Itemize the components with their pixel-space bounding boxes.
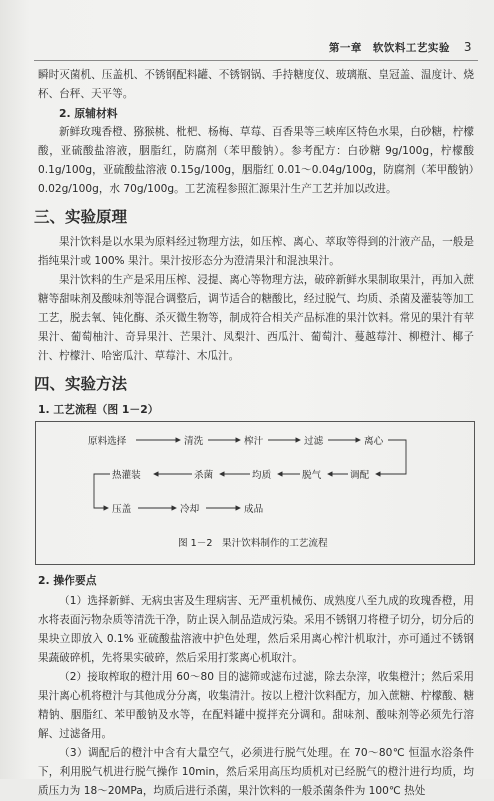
process-flowchart	[35, 421, 475, 565]
flow-node-degassing: 脱气	[302, 470, 322, 481]
running-header	[329, 40, 472, 55]
key-points-heading: 2. 操作要点	[38, 574, 97, 587]
flow-node-product: 成品	[244, 504, 264, 515]
flow-node-centrifuge: 离心	[364, 436, 384, 447]
flow-node-sterilization: 杀菌	[194, 470, 214, 481]
aux-materials-heading: 2. 原辅材料	[59, 107, 118, 120]
key-point-1: （1）选择新鲜、无病虫害及生理病害、无严重机械伤、成熟度八至九成的玫瑰香橙，用水将表面污物杂质等清洗干净，防止误入制品造成污染。采用不锈钢刀将橙子切分，切分后的果块立即放入 0.1% 亚硫酸盐溶液中护色处理，然后采用离心榨汁机取汁，亦可通过不锈钢果蔬破碎机，先将果实破碎，然后采用打浆离心机取汁。	[38, 595, 474, 664]
equipment-list-tail: 瞬时灭菌机、压盖机、不锈钢配料罐、不锈钢锅、手持糖度仪、玻璃瓶、皇冠盖、温度计、烧杯、台秤、天平等。	[38, 69, 474, 100]
principle-paragraph-2: 果汁饮料的生产是采用压榨、浸提、离心等物理方法，破碎新鲜水果制取果汁，再加入蔗糖等甜味剂及酸味剂等混合调整后，调节适合的糖酸比，经过脱气、均质、杀菌及灌装等加工工艺，脱去氧、钝化酶、杀灭微生物等，制成符合相关产品标准的果汁饮料。常见的果汁有苹果汁、葡萄柚汁、奇异果汁、芒果汁、凤梨汁、西瓜汁、葡萄汁、蔓越莓汁、柳橙汁、椰子汁、柠檬汁、哈密瓜汁、草莓汁、木瓜汁。	[38, 274, 474, 362]
header-rule	[34, 60, 478, 61]
method-heading: 四、实验方法	[34, 375, 128, 393]
flow-node-raw-selection: 原料选择	[88, 436, 127, 447]
flow-node-cooling: 冷却	[180, 504, 200, 515]
chapter-title: 第一章 软饮料工艺实验	[328, 42, 450, 54]
flow-node-blending: 调配	[350, 470, 370, 481]
principle-heading: 三、实验原理	[34, 208, 128, 226]
key-point-3: （3）调配后的橙汁中含有大量空气，必须进行脱气处理。在 70～80℃ 恒温水浴条件下，利用脱气机进行脱气操作 10min，然后采用高压均质机对已经脱气的橙汁进行均质，均质压力为 18～20MPa，均质后进行杀菌，果汁饮料的一般杀菌条件为 100℃ 热处	[38, 747, 474, 797]
flow-node-hot-filling: 热灌装	[112, 470, 141, 481]
page-body	[34, 66, 474, 801]
flowchart-caption: 图 1－2 果汁饮料制作的工艺流程	[178, 538, 328, 549]
flow-node-juicing: 榨汁	[244, 436, 264, 447]
principle-paragraph-1: 果汁饮料是以水果为原料经过物理方法，如压榨、离心、萃取等得到的汁液产品，一般是指纯果汁或 100% 果汁。果汁按形态分为澄清果汁和混浊果汁。	[38, 236, 474, 267]
flowchart-svg	[36, 422, 474, 564]
page-number: 3	[463, 40, 472, 54]
key-point-2: （2）接取榨取的橙汁用 60～80 目的滤筛或滤布过滤，除去杂滓，收集橙汁；然后采用果汁离心机将橙汁与其他成分分离，收集清汁。按以上橙汁饮料配方，加入蔗糖、柠檬酸、糖精钠、胭脂红、苯甲酸钠及水等，在配料罐中搅拌充分调和。甜味剂、酸味剂等必须先行溶解、过滤备用。	[38, 671, 474, 740]
process-heading: 1. 工艺流程（图 1－2）	[38, 403, 159, 416]
flow-node-capping: 压盖	[112, 504, 132, 515]
flow-node-washing: 清洗	[184, 436, 204, 447]
flow-node-filtering: 过滤	[304, 436, 324, 447]
flow-node-homogenization: 均质	[252, 470, 272, 481]
aux-materials-text: 新鲜玫瑰香橙、猕猴桃、枇杷、杨梅、草莓、百香果等三峡库区特色水果，白砂糖，柠檬酸，亚硫酸盐溶液，胭脂红，防腐剂（苯甲酸钠）。参考配方：白砂糖 9g/100g，柠檬酸 0.1g/100g，亚硫酸盐溶液 0.15g/100g，胭脂红 0.01～0.04g/100g，防腐剂（苯甲酸钠）0.02g/100g，水 70g/100g。工艺流程参照汇源果汁生产工艺并加以改进。	[38, 126, 474, 195]
flow-connector	[94, 474, 110, 508]
